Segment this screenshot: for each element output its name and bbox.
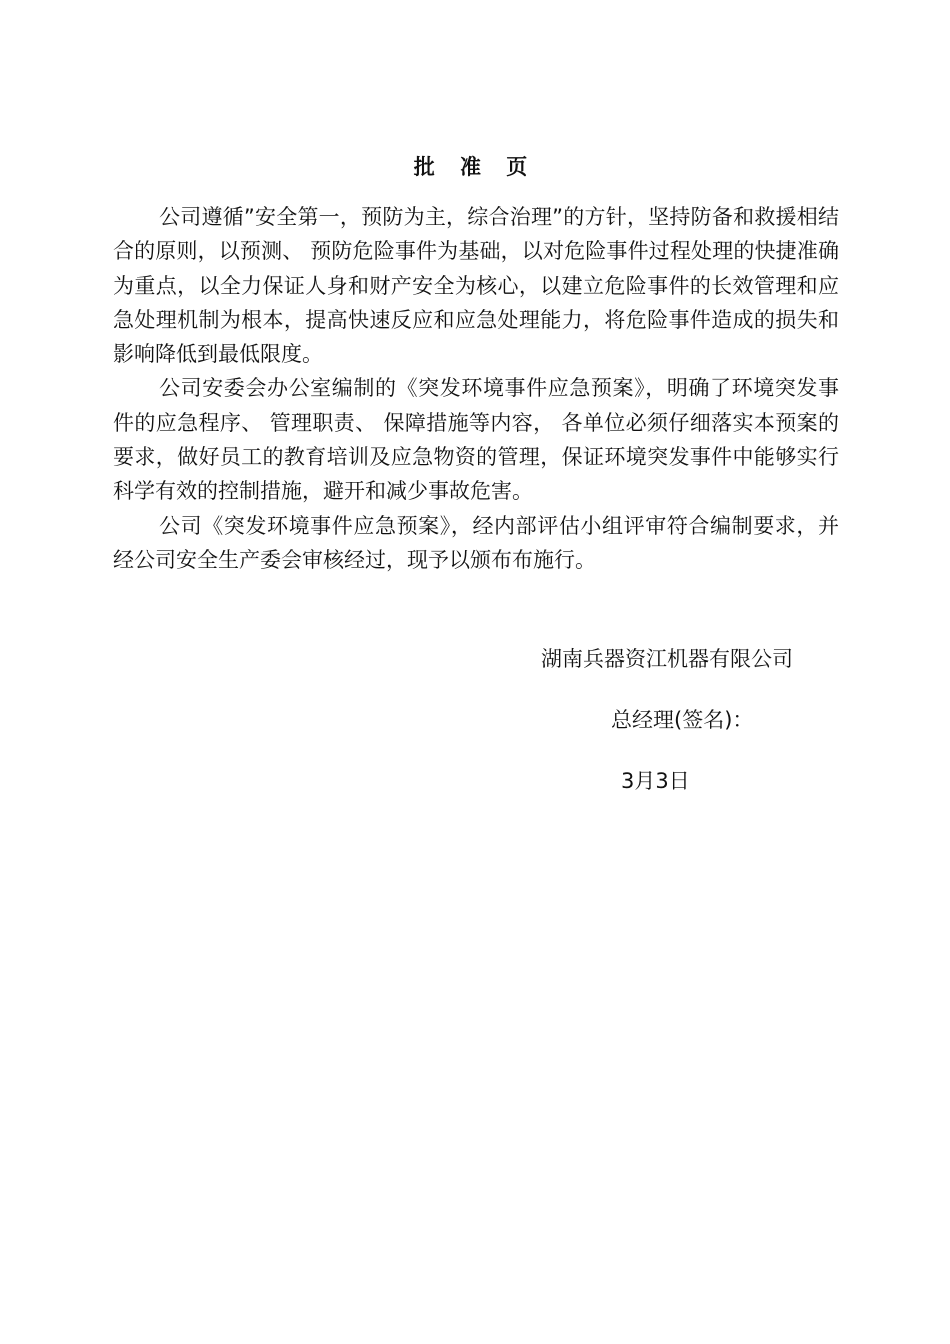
document-body [113, 200, 839, 577]
paragraph-policy: 公司遵循”安全第一，预防为主，综合治理”的方针，坚持防备和救援相结合的原则，以预测、 预防危险事件为基础，以对危险事件过程处理的快捷准确为重点，以全力保证人身和财产安全为核心，以建立危险事件的长效管理和应急处理机制为根本，提高快速反应和应急处理能力，将危险事件造成的损失和影响降低到最低限度。 [113, 205, 839, 367]
page-title: 批 准 页 [413, 155, 537, 179]
signature-date: 3月3日 [621, 769, 690, 793]
paragraph-approval: 公司《突发环境事件应急预案》，经内部评估小组评审符合编制要求，并经公司安全生产委会审核经过，现予以颁布布施行。 [113, 513, 839, 572]
paragraph-plan-content: 公司安委会办公室编制的《突发环境事件应急预案》，明确了环境突发事件的应急程序、 管理职责、 保障措施等内容， 各单位必须仔细落实本预案的要求，做好员工的教育培训及应急物资的管理，保证环境突发事件中能够实行科学有效的控制措施，避开和减少事故危害。 [113, 376, 839, 504]
signature-company: 湖南兵器资江机器有限公司 [541, 647, 793, 671]
signature-manager-label: 总经理(签名)： [611, 708, 754, 732]
